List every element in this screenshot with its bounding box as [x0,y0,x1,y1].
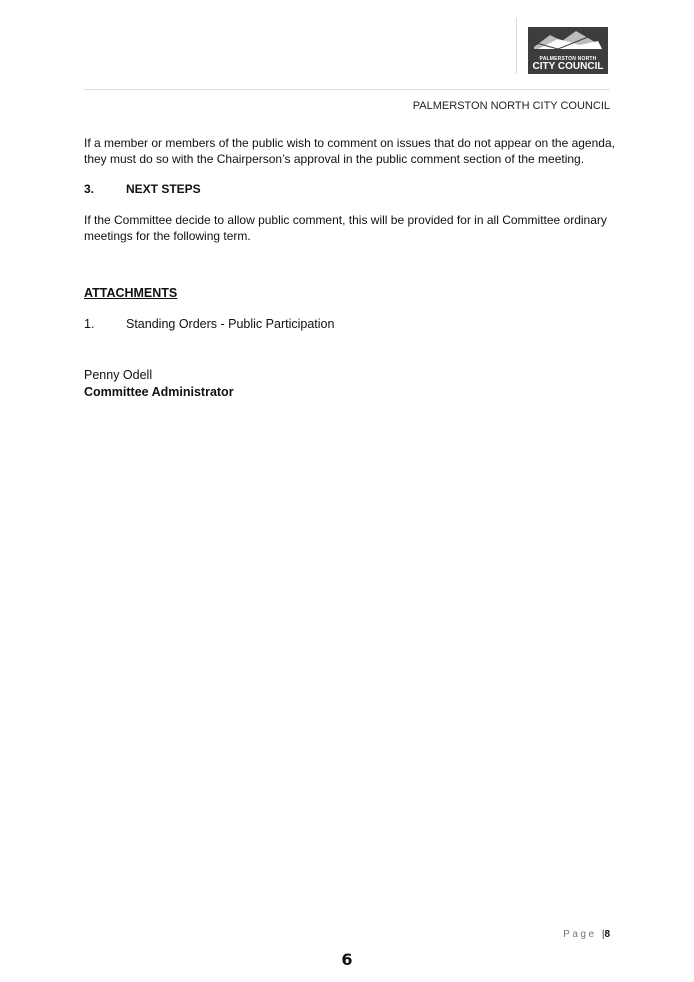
document-page-number: 6 [341,950,353,969]
attachment-item [84,317,334,331]
logo-text-line1: PALMERSTON NORTH [539,56,597,62]
attachment-label: Standing Orders - Public Participation [126,317,335,331]
page-number: 8 [604,929,610,940]
attachments-title: ATTACHMENTS [84,286,178,300]
page-label: Page [563,929,597,940]
attachment-number: 1. [84,317,95,331]
council-logo [528,27,608,74]
signature-role: Committee Administrator [84,385,234,399]
logo-text-line2: CITY COUNCIL [532,61,604,72]
section-heading [84,182,201,196]
page-indicator [500,929,610,940]
logo-landscape-icon [528,27,608,56]
signature-name: Penny Odell [84,368,153,382]
section-title: NEXT STEPS [126,182,201,196]
header-rule [84,89,610,90]
page-separator: | [601,929,605,940]
section-paragraph: If the Committee decide to allow public comment, this will be provided for in all Committee ordinary meetings for the following term. [84,213,607,243]
intro-paragraph: If a member or members of the public wish to comment on issues that do not appear on the agenda, they must do so with the Chairperson’s approval in the public comment section of the meeting. [84,136,615,166]
organization-name: PALMERSTON NORTH CITY COUNCIL [412,100,610,112]
header-divider-vertical [516,18,517,74]
section-number: 3. [84,182,95,196]
